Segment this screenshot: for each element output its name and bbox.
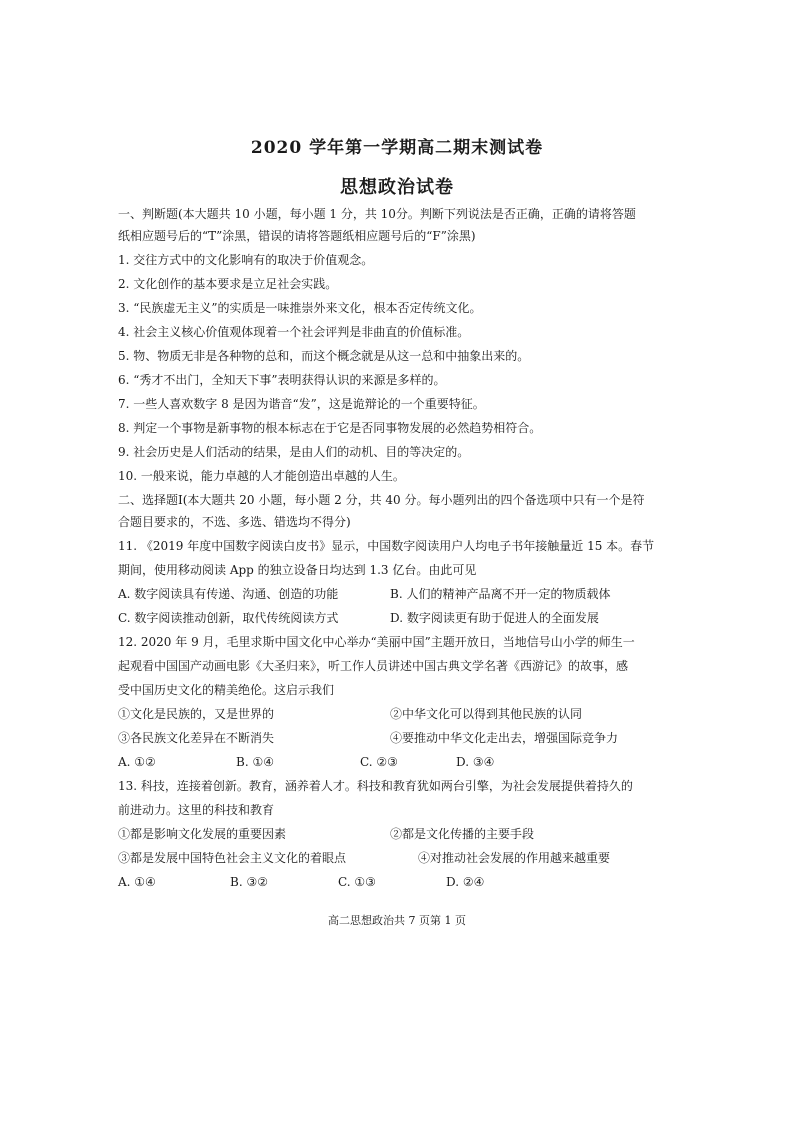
question-11: [118, 538, 684, 626]
statement-2: ②中华文化可以得到其他民族的认同: [390, 707, 583, 721]
question-stem-line: 13. 科技，连接着创新。教育，涵养着人才。科技和教育犹如两台引擎，为社会发展提供着持久的: [118, 779, 633, 793]
question-stem-line: 期间，使用移动阅读 App 的独立设备日均达到 1.3 亿台。由此可见: [118, 563, 477, 577]
judgement-item: 6. “秀才不出门，全知天下事”表明获得认识的来源是多样的。: [118, 373, 446, 387]
statement-row: [118, 730, 684, 746]
judgement-item: 5. 物、物质无非是各种物的总和，而这个概念就是从这一总和中抽象出来的。: [118, 349, 530, 363]
page-footer: 高二思想政治共 7 页第 1 页: [328, 914, 466, 927]
question-stem-line: 受中国历史文化的精美绝伦。这启示我们: [118, 683, 335, 697]
question-stem-line: 前进动力。这里的科技和教育: [118, 803, 275, 817]
section-choice: [118, 492, 684, 890]
option-row: [118, 586, 684, 602]
option-d: D. ③④: [456, 755, 495, 769]
section-heading-line: 二、选择题Ⅰ(本大题共 20 小题，每小题 2 分，共 40 分。每小题列出的四个备选项中只有一个是符: [118, 493, 645, 507]
judgement-item: 3. “民族虚无主义”的实质是一味推崇外来文化，根本否定传统文化。: [118, 301, 482, 315]
option-row: [118, 610, 684, 626]
judgement-item: 1. 交往方式中的文化影响有的取决于价值观念。: [118, 253, 374, 267]
option-row: [118, 754, 684, 770]
statement-row: [118, 826, 684, 842]
option-c: C. ①③: [338, 875, 376, 889]
question-stem-line: 起观看中国国产动画电影《大圣归来》，听工作人员讲述中国古典文学名著《西游记》的故事，感: [118, 659, 629, 673]
judgement-item: 8. 判定一个事物是新事物的根本标志在于它是否同事物发展的必然趋势相符合。: [118, 421, 542, 435]
question-stem-line: 12. 2020 年 9 月，毛里求斯中国文化中心举办“美丽中国”主题开放日，当地信号山小学的师生一: [118, 635, 635, 649]
option-b: B. ③②: [230, 875, 268, 889]
option-b: B. ①④: [236, 755, 274, 769]
statement-1: ①都是影响文化发展的重要因素: [118, 827, 287, 841]
option-row: [118, 874, 684, 890]
statement-row: [118, 850, 684, 866]
option-c: C. ②③: [360, 755, 398, 769]
option-a: A. 数字阅读具有传递、沟通、创造的功能: [118, 587, 339, 601]
section-heading-line: 合题目要求的，不选、多选、错选均不得分): [118, 515, 351, 529]
exam-subtitle: 思想政治试卷: [340, 177, 454, 198]
judgement-item: 10. 一般来说，能力卓越的人才能创造出卓越的人生。: [118, 469, 405, 483]
exam-title: 2020 学年第一学期高二期末测试卷: [250, 138, 544, 158]
exam-content: [118, 206, 684, 898]
statement-3: ③各民族文化差异在不断消失: [118, 731, 275, 745]
option-c: C. 数字阅读推动创新，取代传统阅读方式: [118, 611, 339, 625]
question-13: [118, 778, 684, 890]
section-heading-line: 一、判断题(本大题共 10 小题，每小题 1 分，共 10分。判断下列说法是否正确，正确的请将答题: [118, 207, 636, 221]
option-b: B. 人们的精神产品离不开一定的物质载体: [390, 587, 611, 601]
statement-1: ①文化是民族的，又是世界的: [118, 707, 275, 721]
statement-3: ③都是发展中国特色社会主义文化的着眼点: [118, 851, 347, 865]
judgement-item: 7. 一些人喜欢数字 8 是因为谐音“发”，这是诡辩论的一个重要特征。: [118, 397, 485, 411]
option-a: A. ①④: [118, 875, 156, 889]
judgement-item: 9. 社会历史是人们活动的结果，是由人们的动机、目的等决定的。: [118, 445, 470, 459]
question-12: [118, 634, 684, 770]
judgement-item: 4. 社会主义核心价值观体现着一个社会评判是非曲直的价值标准。: [118, 325, 470, 339]
statement-row: [118, 706, 684, 722]
statement-4: ④对推动社会发展的作用越来越重要: [418, 851, 611, 865]
statement-2: ②都是文化传播的主要手段: [390, 827, 535, 841]
section-judgement: [118, 206, 684, 484]
statement-4: ④要推动中华文化走出去，增强国际竞争力: [390, 731, 619, 745]
option-d: D. 数字阅读更有助于促进人的全面发展: [390, 611, 599, 625]
question-stem-line: 11. 《2019 年度中国数字阅读白皮书》显示，中国数字阅读用户人均电子书年接触量近 15 本。春节: [118, 539, 655, 553]
section-heading-line: 纸相应题号后的“T”涂黑，错误的请将答题纸相应题号后的“F”涂黑): [118, 229, 476, 243]
option-d: D. ②④: [446, 875, 485, 889]
option-a: A. ①②: [118, 755, 156, 769]
judgement-item: 2. 文化创作的基本要求是立足社会实践。: [118, 277, 338, 291]
